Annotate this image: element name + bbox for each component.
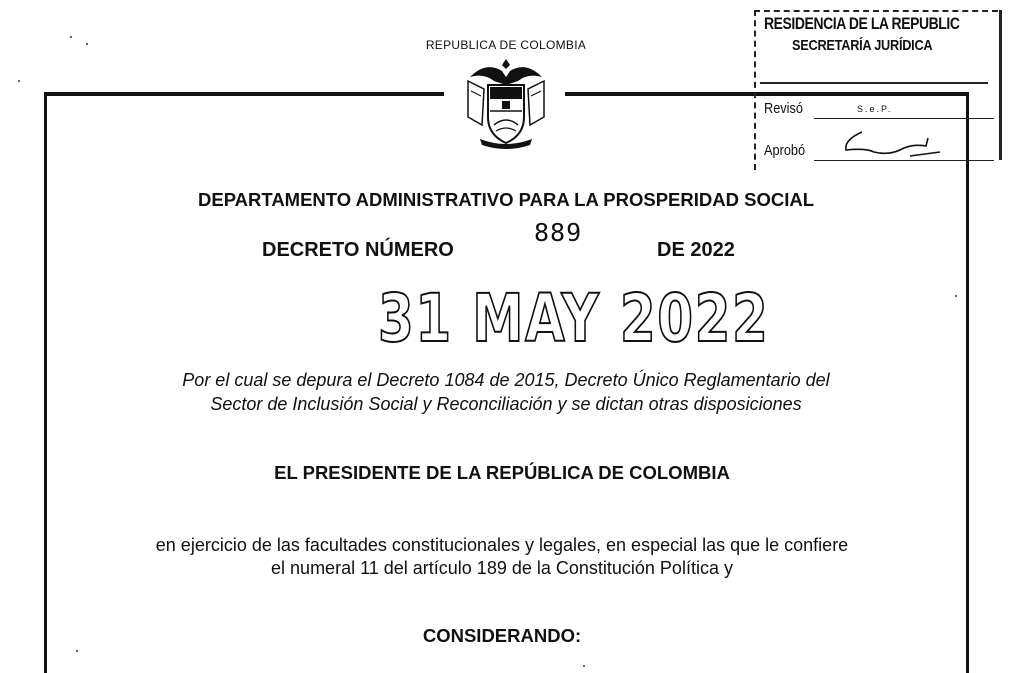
stamp-border-left bbox=[754, 10, 756, 170]
stamp-office-title: RESIDENCIA DE LA REPUBLIC bbox=[764, 14, 960, 33]
president-heading: EL PRESIDENTE DE LA REPÚBLICA DE COLOMBIA bbox=[274, 462, 730, 483]
stamp-separator bbox=[760, 82, 988, 84]
considerando-heading: CONSIDERANDO: bbox=[422, 625, 582, 646]
date-stamp: 31 MAY 2022 bbox=[378, 280, 770, 357]
approval-stamp bbox=[754, 10, 1002, 178]
stamp-office-subtitle: SECRETARÍA JURÍDICA bbox=[792, 37, 933, 54]
scan-speck bbox=[583, 665, 585, 667]
decree-label: DECRETO NÚMERO bbox=[262, 239, 454, 261]
stamp-reviso-label: Revisó bbox=[764, 100, 803, 117]
signature-icon bbox=[840, 126, 960, 171]
stamp-reviso-line bbox=[814, 118, 994, 119]
decree-year: DE 2022 bbox=[657, 239, 735, 261]
powers-paragraph bbox=[0, 534, 1004, 580]
stamp-border-top bbox=[754, 10, 998, 12]
frame-top-left-rule bbox=[44, 92, 444, 96]
scan-speck bbox=[955, 295, 957, 297]
decree-number: 889 bbox=[534, 218, 583, 247]
decree-subject bbox=[0, 368, 1012, 416]
stamp-reviso-initials: S.e.P. bbox=[857, 104, 893, 114]
subject-line-2: Sector de Inclusión Social y Reconciliación y se dictan otras disposiciones bbox=[210, 394, 802, 414]
stamp-aprobo-line bbox=[814, 160, 994, 161]
department-title: DEPARTAMENTO ADMINISTRATIVO PARA LA PROSPERIDAD SOCIAL bbox=[198, 189, 814, 210]
republic-label: REPUBLICA DE COLOMBIA bbox=[425, 38, 587, 52]
stamp-aprobo-label: Aprobó bbox=[764, 142, 806, 159]
powers-line-1: en ejercicio de las facultades constitucionales y legales, en especial las que le confiere bbox=[155, 535, 849, 555]
subject-line-1: Por el cual se depura el Decreto 1084 de 2015, Decreto Único Reglamentario del bbox=[182, 370, 830, 390]
scan-speck bbox=[76, 650, 78, 652]
scan-speck bbox=[70, 36, 72, 38]
powers-line-2: el numeral 11 del artículo 189 de la Constitución Política y bbox=[271, 558, 733, 578]
colombia-coat-of-arms-icon bbox=[462, 55, 550, 150]
scan-speck bbox=[18, 80, 20, 82]
scan-speck bbox=[86, 43, 88, 45]
stamp-border-right bbox=[999, 10, 1002, 160]
